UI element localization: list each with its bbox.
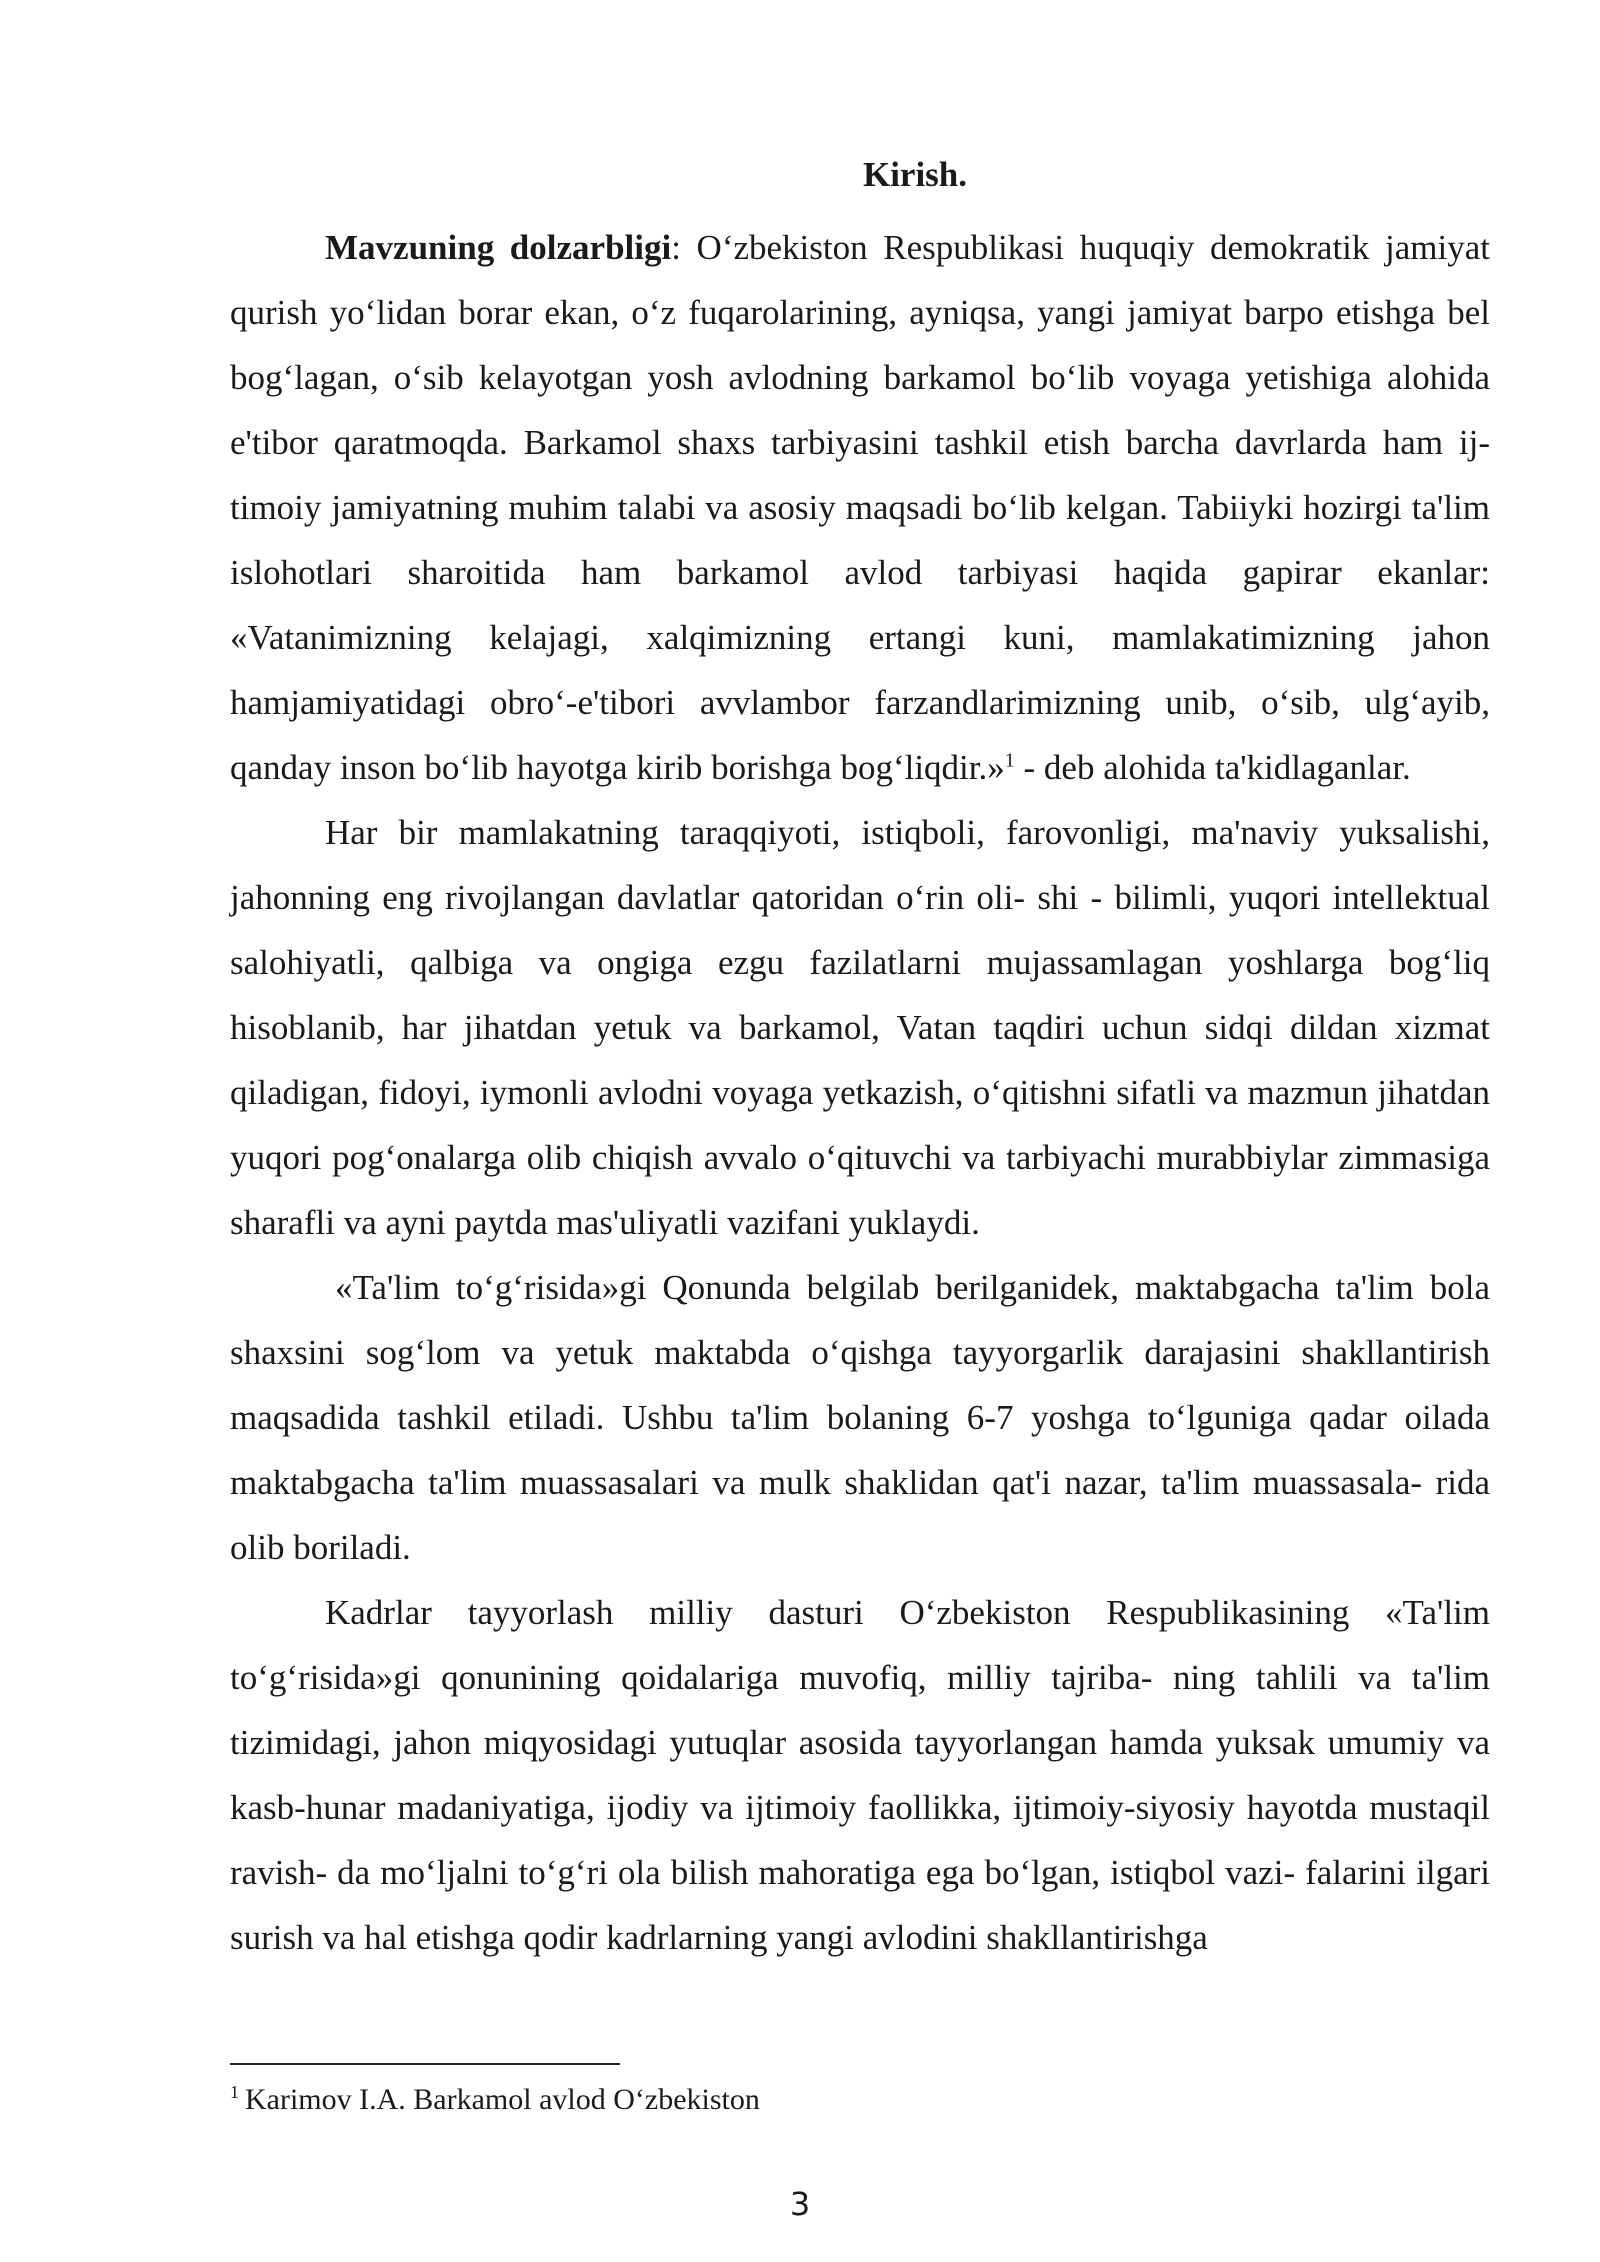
- footnote-separator: [230, 2063, 620, 2065]
- paragraph-1-lead: Mavzuning dolzarbligi: [325, 228, 672, 267]
- section-title: Kirish.: [862, 155, 968, 194]
- footnote: [230, 2080, 760, 2120]
- document-body: [230, 150, 1490, 1970]
- footnote-reference[interactable]: 1: [1004, 749, 1015, 772]
- paragraph-3: «Ta'lim to‘g‘risida»gi Qonunda belgilab berilganidek, maktabgacha ta'lim bola shaxsini sog‘lom va yetuk maktabda o‘qishga tayyorgarlik darajasini shakllantirish maqsadida tashkil etiladi. Ushbu ta'lim bolaning 6-7 yoshga to‘lguniga qadar oilada maktabgacha ta'lim muassasalari va mulk shaklidan qat'i nazar, ta'lim muassasala- rida olib boriladi.: [230, 1268, 1490, 1567]
- paragraph-1-text: : O‘zbekiston Respublikasi huquqiy demokratik jamiyat qurish yo‘lidan borar ekan, o‘z fuqarolarining, ayniqsa, yangi jamiyat barpo etishga bel bog‘lagan, o‘sib kelayotgan yosh avlodning barkamol bo‘lib voyaga yetishiga alohida e'tibor qaratmoqda. Barkamol shaxs tarbiyasini tashkil etish barcha davrlarda ham ij- timoiy jamiyatning muhim talabi va asosiy maqsadi bo‘lib kelgan. Tabiiyki hozirgi ta'lim islohotlari sharoitida ham barkamol avlod tarbiyasi haqida gapirar ekanlar: «Vatanimizning kelajagi, xalqimizning ertangi kuni, mamlakatimizning jahon hamjamiyatidagi obro‘-e'tibori avvlambor farzandlarimizning unib, o‘sib, ulg‘ayib, qanday inson bo‘lib hayotga kirib borishga bog‘liqdir.»: [230, 228, 1490, 787]
- paragraph-4: Kadrlar tayyorlash milliy dasturi O‘zbekiston Respublikasining «Ta'lim to‘g‘risida»gi qonunining qoidalariga muvofiq, milliy tajriba- ning tahlili va ta'lim tizimidagi, jahon miqyosidagi yutuqlar asosida tayyorlangan hamda yuksak umumiy va kasb-hunar madaniyatiga, ijodiy va ijtimoiy faollikka, ijtimoiy-siyosiy hayotda mustaqil ravish- da mo‘ljalni to‘g‘ri ola bilish mahoratiga ega bo‘lgan, istiqbol vazi- falarini ilgari surish va hal etishga qodir kadrlarning yangi avlodini shakllantirishga: [230, 1593, 1490, 1957]
- paragraph-1-after: - deb alohida ta'kidlaganlar.: [1014, 748, 1411, 787]
- page-number: 3: [789, 2185, 811, 2223]
- paragraph-2: Har bir mamlakatning taraqqiyoti, istiqboli, farovonligi, ma'naviy yuksalishi, jahonning eng rivojlangan davlatlar qatoridan o‘rin oli- shi - bilimli, yuqori intellektual salohiyatli, qalbiga va ongiga ezgu fazilatlarni mujassamlagan yoshlarga bog‘liq hisoblanib, har jihatdan yetuk va barkamol, Vatan taqdiri uchun sidqi dildan xizmat qiladigan, fidoyi, iymonli avlodni voyaga yetkazish, o‘qitishni sifatli va mazmun jihatdan yuqori pog‘onalarga olib chiqish avvalo o‘qituvchi va tarbiyachi murabbiylar zimmasiga sharafli va ayni paytda mas'uliyatli vazifani yuklaydi.: [230, 813, 1490, 1242]
- paragraph-1: [230, 215, 1490, 800]
- footnote-text: Karimov I.A. Barkamol avlod O‘zbekiston: [245, 2083, 760, 2116]
- footnote-number: 1: [230, 2082, 239, 2102]
